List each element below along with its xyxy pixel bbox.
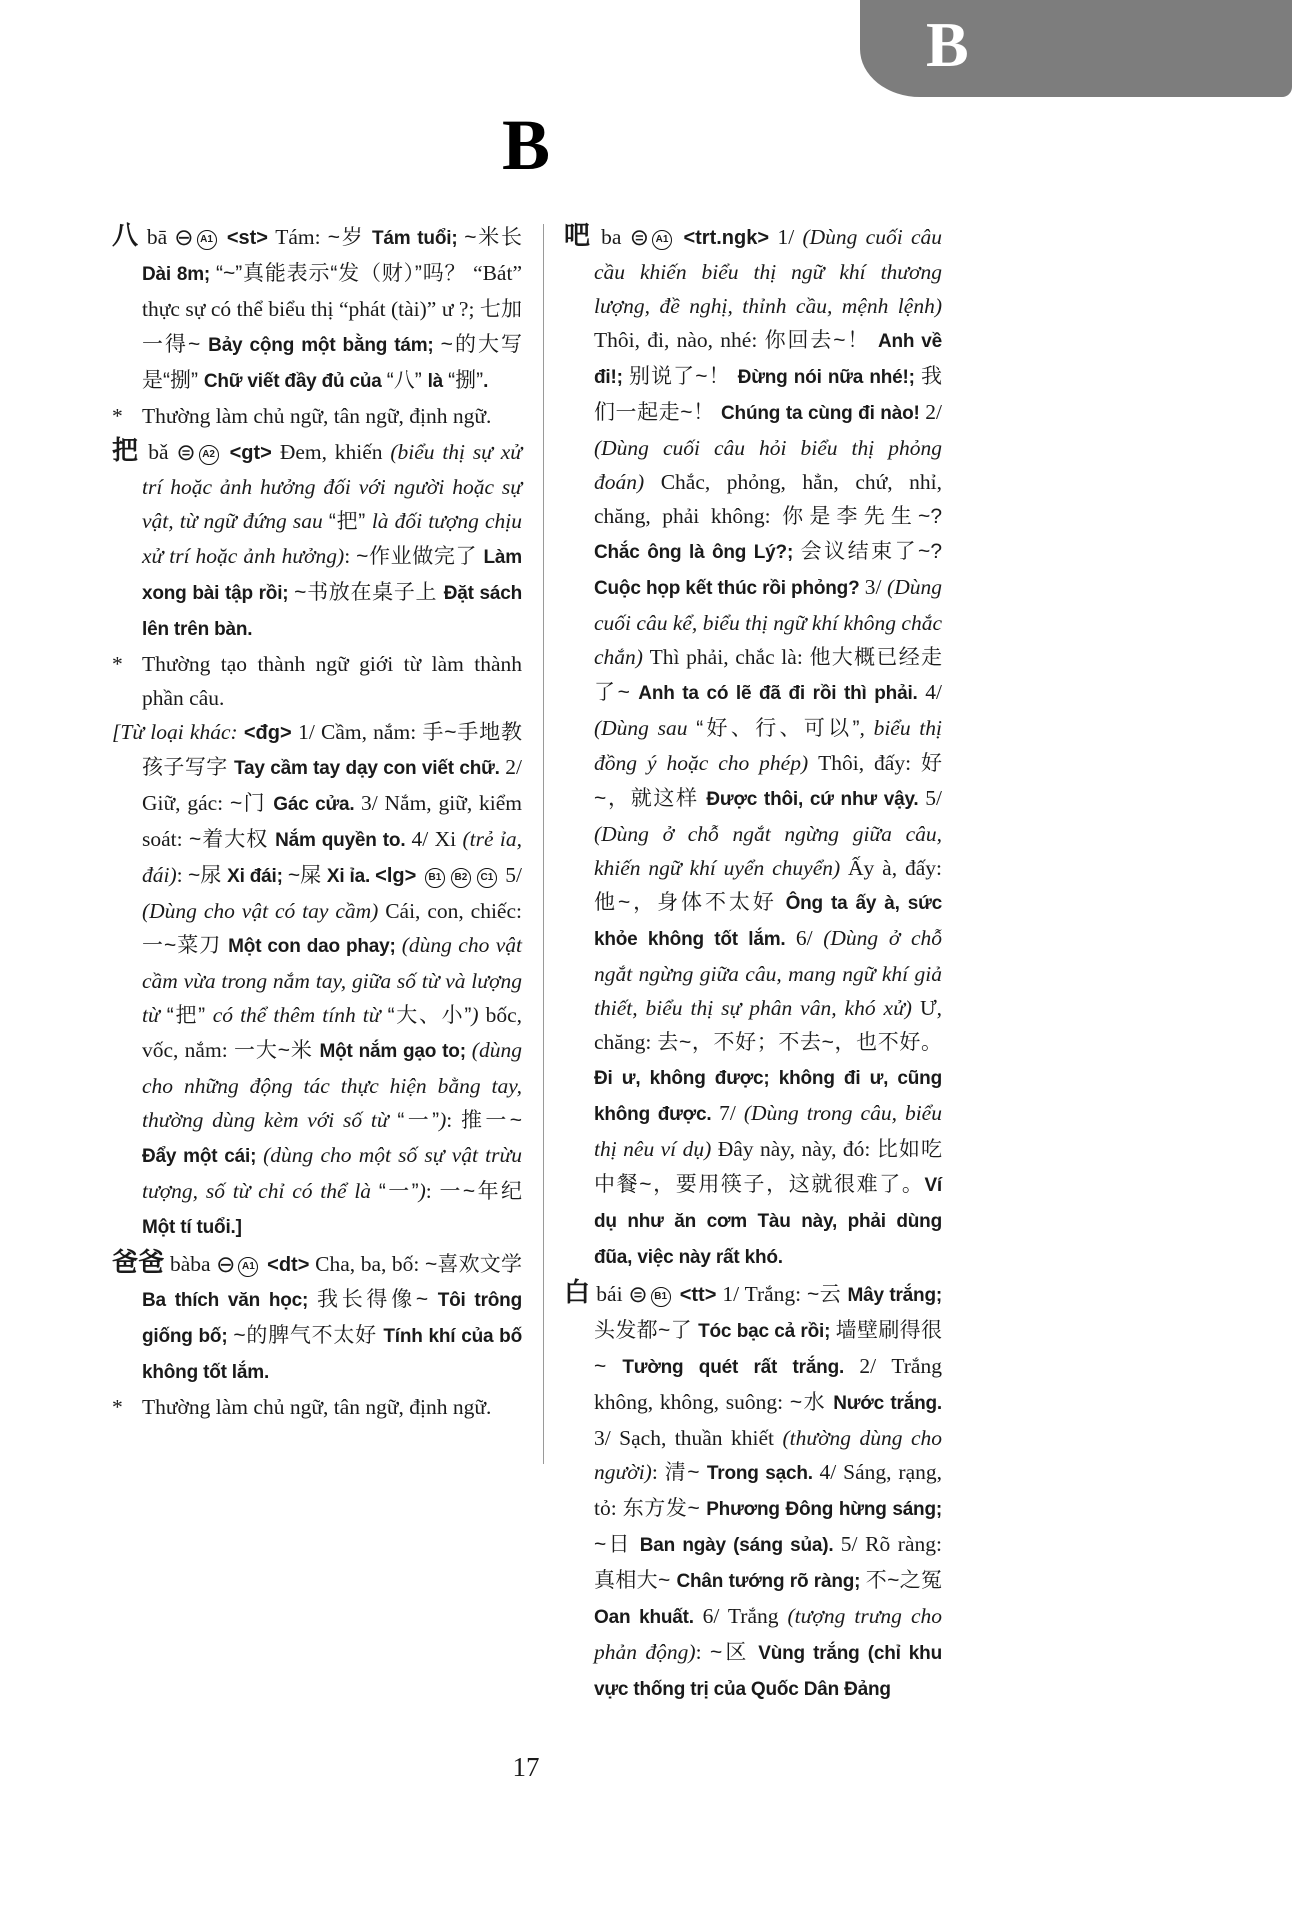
chinese-text: “一”: [378, 1180, 419, 1203]
chinese-text: 推一~: [460, 1109, 522, 1132]
pos-tag: <đg>: [243, 722, 299, 744]
headword: 八: [112, 220, 140, 250]
explanation-italic: (Dùng cuối câu cầu khiến biểu thị ngữ khí thương lượng, đề nghị, thỉnh cầu, mệnh lệnh): [594, 225, 942, 318]
explanation-italic: (Dùng cuối câu hỏi biểu thị phỏng đoán): [594, 436, 942, 494]
pos-tag: <st>: [219, 227, 276, 249]
gloss-text: Chắc ông là ông Lý?;: [594, 542, 801, 563]
grade-badge: A1: [238, 1257, 258, 1277]
chinese-text: 他~，身体不太好: [594, 891, 786, 914]
vietnamese-text: 2/: [925, 400, 942, 424]
explanation-italic: (dùng cho một số sự vật trừu tượng, số từ chỉ có thể là: [142, 1143, 522, 1203]
vietnamese-text: 7/: [719, 1101, 744, 1125]
explanation-italic: (thường dùng cho người): [594, 1426, 942, 1484]
vietnamese-text: Ấy à, đấy:: [848, 856, 942, 880]
chinese-text: 东方发~: [622, 1497, 707, 1520]
chinese-text: 我长得像~: [316, 1288, 438, 1311]
gloss-text: Đẩy một cái;: [142, 1146, 264, 1167]
explanation-italic: (dùng cho vật cầm vừa trong nắm tay, giữa số từ và lượng từ: [142, 933, 522, 1027]
chinese-text: ~岁: [327, 226, 373, 249]
chinese-text: “捌”: [448, 369, 484, 392]
note-asterisk: *: [112, 404, 123, 428]
chinese-text: 去~，不好；不去~，也不好。: [657, 1031, 942, 1054]
chinese-text: 他大概已经走了~: [594, 646, 943, 704]
vietnamese-text: 3/ Nắm, giữ, kiểm soát:: [142, 791, 522, 851]
dictionary-entry: [112, 1245, 522, 1390]
vietnamese-text: :: [695, 1640, 710, 1664]
vietnamese-text: 5/: [925, 786, 943, 810]
chinese-text: ~的脾气不太好: [233, 1324, 384, 1347]
level-circle-icon: ⊜: [629, 225, 649, 250]
grade-badge: B1: [425, 868, 445, 888]
chinese-text: “把”: [328, 510, 372, 533]
vietnamese-text: 4/: [925, 680, 943, 704]
grade-badge: A1: [652, 230, 672, 250]
explanation-italic: là đối tượng chịu xử trí hoặc ảnh hưởng): [142, 509, 522, 568]
chinese-text: 七加一得~: [142, 298, 522, 356]
vietnamese-text: 5/ Rõ ràng:: [840, 1532, 942, 1556]
vietnamese-text: 2/ Giữ, gác:: [142, 755, 522, 815]
gloss-text: .: [483, 371, 489, 392]
gloss-text: Gác cửa.: [273, 794, 361, 815]
chinese-text: ~着大权: [188, 828, 276, 851]
chinese-text: ~书放在桌子上: [294, 581, 444, 604]
chinese-text: 比如吃中餐~，要用筷子，这就很难了。: [594, 1138, 943, 1196]
chinese-text: “一”: [397, 1109, 440, 1132]
chinese-text: 清~: [664, 1461, 707, 1484]
explanation-italic: (trẻ ỉa, đái): [142, 827, 522, 887]
vietnamese-text: Thường tạo thành ngữ giới từ làm thành phần câu.: [142, 652, 522, 710]
chinese-text: 一大~米: [233, 1039, 320, 1062]
chinese-text: ~云: [806, 1283, 848, 1306]
vietnamese-text: Chắc, phỏng, hẳn, chứ, nhỉ, chăng, phải không:: [594, 470, 942, 528]
chinese-text: ~尿: [188, 864, 228, 887]
chinese-text: “八”: [386, 369, 428, 392]
gloss-text: Được thôi, cứ như vậy.: [706, 789, 926, 810]
note-asterisk: *: [112, 652, 123, 676]
gloss-text: Đi ư, không được; không đi ư, cũng không được.: [594, 1068, 942, 1125]
vietnamese-text: 3/: [864, 575, 888, 599]
gloss-text: Tôi trông giống bố;: [142, 1290, 522, 1347]
vietnamese-text: Thôi, đi, nào, nhé:: [594, 328, 765, 352]
left-column: [112, 218, 522, 1424]
gloss-text: Chữ viết đầy đủ của: [203, 371, 387, 392]
vietnamese-text: 2/ Trắng không, không, suông:: [594, 1354, 942, 1414]
chinese-text: 一~菜刀: [142, 934, 229, 957]
vietnamese-text: 1/ Trắng:: [722, 1282, 807, 1306]
pinyin: bàba: [164, 1252, 217, 1276]
chinese-text: “把”: [166, 1004, 213, 1027]
level-circle-icon: ⊜: [628, 1282, 648, 1307]
gloss-text: Xi ỉa.: [326, 866, 376, 887]
chinese-text: 头发都~了: [594, 1319, 699, 1342]
explanation-italic: (biểu thị sự xử trí hoặc ảnh hưởng đối với người hoặc sự vật, từ ngữ đứng sau: [142, 440, 522, 533]
pinyin: bā: [139, 225, 175, 249]
page-number: 17: [512, 1752, 540, 1782]
headword: 吧: [564, 220, 593, 250]
vietnamese-text: :: [446, 1108, 461, 1132]
vietnamese-text: 5/: [499, 863, 522, 887]
chinese-text: 你回去~！: [764, 329, 878, 352]
chinese-text: “~”真能表示“发（财）”吗？: [215, 262, 474, 285]
pos-tag: <lg>: [375, 865, 422, 887]
gloss-text: Một con dao phay;: [228, 936, 402, 957]
vietnamese-text: Thường làm chủ ngữ, tân ngữ, định ngữ.: [142, 404, 492, 428]
vietnamese-text: Đây này, này, đó:: [717, 1137, 877, 1161]
gloss-text: Ban ngày (sáng sủa).: [639, 1535, 841, 1556]
vietnamese-text: 1/ Cầm, nắm:: [298, 720, 423, 744]
chinese-text: ~门: [229, 792, 274, 815]
explanation-italic: có thể thêm tính từ: [212, 1003, 388, 1027]
pos-tag: <trt.ngk>: [675, 227, 778, 249]
column-divider: [543, 224, 544, 1464]
chinese-text: 墙壁刷得很~: [594, 1319, 942, 1378]
grade-badge: A1: [197, 230, 217, 250]
explanation-italic: ): [471, 1003, 486, 1027]
vietnamese-text: Cái, con, chiếc:: [385, 899, 522, 923]
section-tab: [860, 0, 1292, 97]
gloss-text: Một nắm gạo to;: [319, 1041, 472, 1062]
chinese-text: ~的大写是“捌”: [142, 333, 522, 392]
chinese-text: 一~年纪: [439, 1180, 522, 1203]
pinyin: bái: [590, 1282, 629, 1306]
gloss-text: Ông ta ấy à, sức khỏe không tốt lắm.: [594, 893, 942, 950]
vietnamese-text: Ư, chăng:: [594, 996, 942, 1054]
gloss-text: Tóc bạc cả rồi;: [698, 1321, 836, 1342]
gloss-text: Chân tướng rõ ràng;: [676, 1571, 866, 1592]
chinese-text: ~日: [594, 1533, 640, 1556]
chinese-text: 好~，就这样: [594, 752, 942, 810]
pos-tag: <dt>: [261, 1254, 316, 1276]
vietnamese-text: :: [176, 863, 188, 887]
gloss-text: Xi đái;: [227, 866, 288, 887]
headword: 白: [564, 1277, 591, 1307]
vietnamese-text: 6/ Trắng: [702, 1604, 788, 1628]
chinese-text: 你是李先生~?: [782, 505, 943, 528]
chinese-text: 会议结束了~?: [800, 540, 942, 563]
explanation-italic: [Từ loại khác:: [112, 720, 244, 744]
gloss-text: Đặt sách lên trên bàn.: [142, 583, 522, 640]
gloss-text: Tám tuổi;: [372, 228, 465, 249]
gloss-text: Trong sạch.: [706, 1463, 820, 1484]
vietnamese-text: 4/ Sáng, rạng, tỏ:: [594, 1460, 942, 1520]
other-pos-block: [112, 715, 522, 1245]
grade-badge: B2: [451, 868, 471, 888]
explanation-italic: ): [439, 1108, 447, 1132]
vietnamese-text: Tám:: [275, 225, 328, 249]
gloss-text: Đừng nói nữa nhé!;: [737, 367, 921, 388]
dictionary-entry: [564, 1275, 942, 1707]
gloss-text: Tính khí của bố không tốt lắm.: [142, 1326, 522, 1383]
vietnamese-text: 3/ Sạch, thuần khiết: [594, 1426, 783, 1450]
explanation-italic: (dùng cho những động tác thực hiện bằng tay, thường dùng kèm với số từ: [142, 1038, 522, 1132]
explanation-italic: , biểu thị đồng ý hoặc cho phép): [594, 716, 942, 775]
gloss-text: Phương Đông hừng sáng;: [706, 1499, 942, 1520]
level-circle-icon: ⊜: [176, 440, 196, 465]
dictionary-entry: [112, 433, 522, 647]
gloss-text: Cuộc họp kết thúc rồi phỏng?: [594, 578, 865, 599]
gloss-text: Một tí tuổi.]: [142, 1217, 242, 1238]
vietnamese-text: Cha, ba, bố:: [315, 1252, 425, 1276]
vietnamese-text: bốc, vốc, nắm:: [142, 1003, 522, 1062]
pos-tag: <gt>: [221, 442, 280, 464]
explanation-italic: (Dùng trong câu, biểu thị nêu ví dụ): [594, 1101, 942, 1161]
vietnamese-text: :: [651, 1460, 665, 1484]
gloss-text: Làm xong bài tập rồi;: [142, 547, 522, 604]
chinese-text: 不~之冤: [865, 1569, 943, 1592]
gloss-text: là: [427, 371, 449, 392]
gloss-text: Vùng trắng (chỉ khu vực thống trị của Quốc Dân Đảng: [594, 1643, 942, 1700]
grade-badge: C1: [477, 868, 497, 888]
level-circle-icon: ⊖: [216, 1252, 236, 1277]
note-asterisk: *: [112, 1395, 123, 1419]
gloss-text: Chúng ta cùng đi nào!: [721, 403, 926, 424]
chinese-text: ~区: [710, 1641, 759, 1664]
vietnamese-text: Thường làm chủ ngữ, tân ngữ, định ngữ.: [142, 1395, 492, 1419]
gloss-text: Oan khuất.: [594, 1607, 703, 1628]
vietnamese-text: :: [344, 544, 357, 568]
vietnamese-text: “Bát” thực sự có thể biểu thị “phát (tài)” ư ?;: [142, 261, 522, 321]
vietnamese-text: 1/: [777, 225, 803, 249]
usage-note: [112, 399, 522, 433]
chinese-text: “好、行、可以”: [696, 717, 860, 740]
explanation-italic: (tượng trưng cho phản động): [594, 1604, 942, 1664]
chinese-text: 手~手地教孩子写字: [142, 721, 522, 779]
vietnamese-text: Thì phải, chắc là:: [649, 645, 810, 669]
chinese-text: ~米长: [464, 226, 522, 249]
pinyin: ba: [592, 225, 630, 249]
pos-tag: <tt>: [673, 1284, 723, 1306]
grade-badge: A2: [199, 445, 219, 465]
gloss-text: Ví dụ như ăn cơm Tàu này, phải dùng đũa, việc này rất khó.: [594, 1175, 942, 1268]
chinese-text: ~喜欢文学: [424, 1253, 522, 1276]
explanation-italic: (Dùng sau: [594, 716, 697, 740]
section-heading: B: [501, 105, 551, 185]
gloss-text: Mây trắng;: [847, 1285, 942, 1306]
headword: 爸爸: [112, 1247, 165, 1277]
chinese-text: ~水: [789, 1391, 834, 1414]
gloss-text: Ba thích văn học;: [142, 1290, 317, 1311]
grade-badge: B1: [651, 1287, 671, 1307]
vietnamese-text: 4/ Xi: [411, 827, 463, 851]
usage-note: [112, 647, 522, 715]
vietnamese-text: Thôi, đấy:: [818, 751, 921, 775]
gloss-text: Tường quét rất trắng.: [622, 1357, 860, 1378]
gloss-text: Anh ta có lẽ đã đi rồi thì phải.: [638, 683, 926, 704]
headword: 把: [112, 435, 141, 465]
gloss-text: Anh về đi!;: [594, 331, 942, 388]
explanation-italic: (Dùng ở chỗ ngắt ngừng giữa câu, mang ngữ khí giả thiết, biểu thị sự phân vân, khó xử): [594, 926, 942, 1020]
right-column: [564, 218, 942, 1707]
explanation-italic: (Dùng ở chỗ ngắt ngừng giữa câu, khiến ngữ khí uyển chuyển): [594, 822, 942, 880]
explanation-italic: (Dùng cuối câu kể, biểu thị ngữ khí không chắc chắn): [594, 575, 942, 669]
explanation-italic: ): [418, 1179, 426, 1203]
chinese-text: 别说了~！: [628, 365, 738, 388]
gloss-text: Dài 8m;: [142, 264, 216, 285]
chinese-text: ~作业做完了: [356, 545, 484, 568]
dictionary-entry: [564, 218, 942, 1275]
gloss-text: Tay cầm tay dạy con viết chữ.: [234, 758, 506, 779]
explanation-italic: (Dùng cho vật có tay cầm): [142, 899, 386, 923]
vietnamese-text: :: [425, 1179, 440, 1203]
vietnamese-text: 6/: [795, 926, 824, 950]
chinese-text: 我们一起走~！: [594, 365, 942, 424]
usage-note: [112, 1390, 522, 1424]
chinese-text: 真相大~: [594, 1569, 677, 1592]
dictionary-entry: [112, 218, 522, 399]
chinese-text: “大、小”: [387, 1004, 472, 1027]
section-tab-letter: B: [926, 9, 969, 80]
level-circle-icon: ⊖: [174, 225, 194, 250]
chinese-text: ~屎: [287, 864, 327, 887]
gloss-text: Bảy cộng một bằng tám;: [208, 335, 441, 356]
pinyin: bǎ: [140, 440, 177, 464]
gloss-text: Nắm quyền to.: [275, 830, 412, 851]
gloss-text: Nước trắng.: [833, 1393, 942, 1414]
vietnamese-text: Đem, khiến: [279, 440, 391, 464]
